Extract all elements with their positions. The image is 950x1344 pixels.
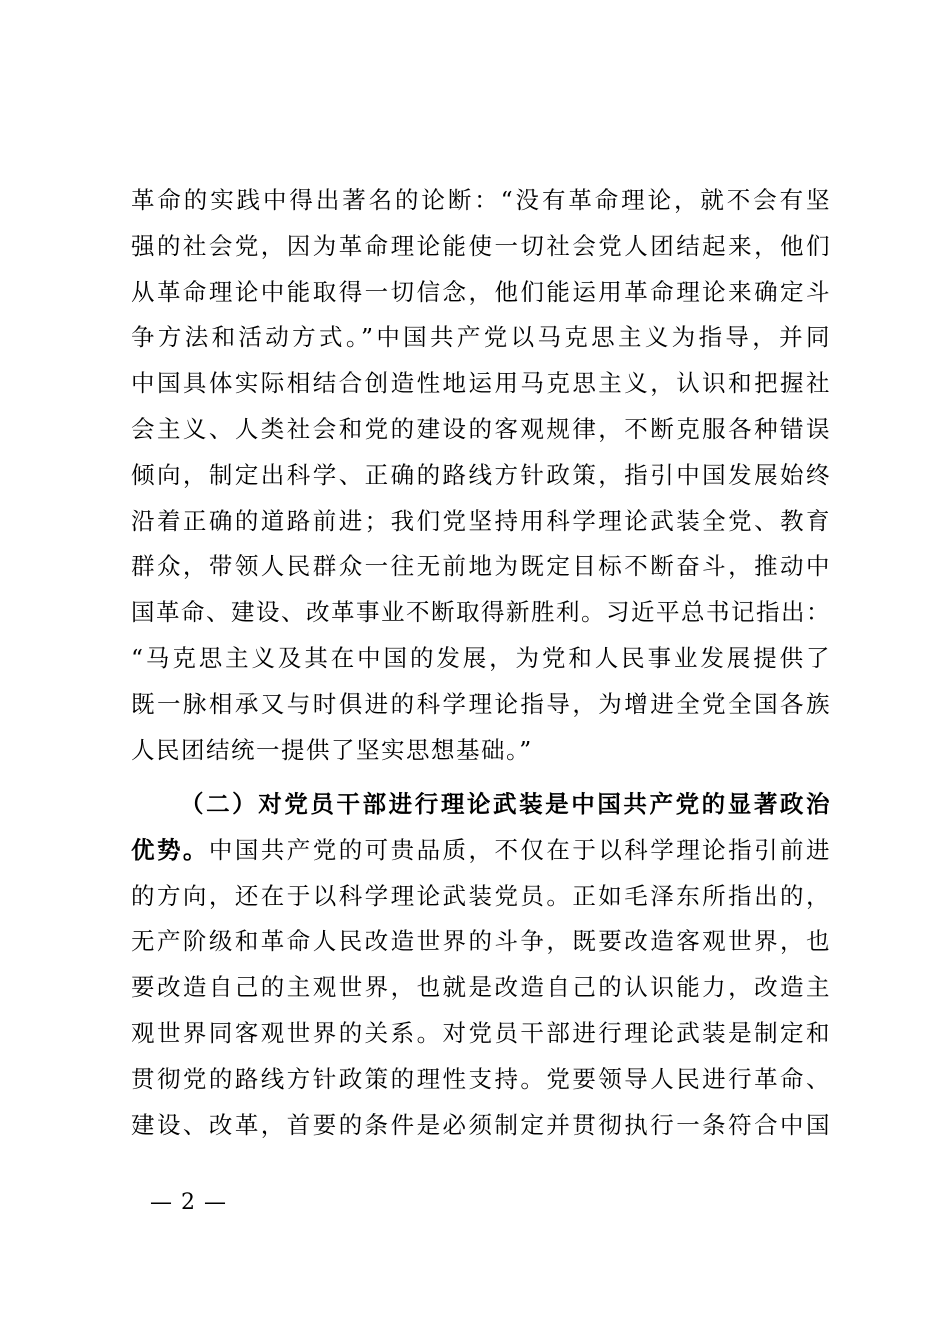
text-line: 人民团结统一提供了坚实思想基础。” bbox=[131, 735, 533, 764]
paragraph-2 bbox=[131, 782, 831, 1148]
text-line: 沿着正确的道路前进；我们党坚持用科学理论武装全党、教育 bbox=[131, 506, 831, 535]
page-number: — 2 — bbox=[150, 1190, 227, 1215]
text-line: 从革命理论中能取得一切信念，他们能运用革命理论来确定斗 bbox=[131, 277, 831, 306]
text-line: 倾向，制定出科学、正确的路线方针政策，指引中国发展始终 bbox=[131, 460, 831, 489]
text-line: 要改造自己的主观世界，也就是改造自己的认识能力，改造主 bbox=[131, 973, 831, 1002]
text-line: 会主义、人类社会和党的建设的客观规律，不断克服各种错误 bbox=[131, 414, 831, 443]
text-line: “马克思主义及其在中国的发展，为党和人民事业发展提供了 bbox=[131, 643, 831, 672]
section-heading: （二）对党员干部进行理论武装是中国共产党的显著政治 bbox=[180, 790, 831, 818]
text-line: 贯彻党的路线方针政策的理性支持。党要领导人民进行革命、 bbox=[131, 1064, 831, 1093]
text-line: 的方向，还在于以科学理论武装党员。正如毛泽东所指出的， bbox=[131, 881, 831, 910]
text-line: 建设、改革，首要的条件是必须制定并贯彻执行一条符合中国 bbox=[131, 1110, 831, 1139]
text-line-rest: 中国共产党的可贵品质，不仅在于以科学理论指引前进 bbox=[208, 835, 832, 864]
text-line: 强的社会党，因为革命理论能使一切社会党人团结起来，他们 bbox=[131, 231, 831, 260]
text-line: 既一脉相承又与时俱进的科学理论指导，为增进全党全国各族 bbox=[131, 689, 831, 718]
text-line: 无产阶级和革命人民改造世界的斗争，既要改造客观世界，也 bbox=[131, 927, 831, 956]
section-heading-end: 优势。 bbox=[131, 835, 209, 864]
text-line: 群众，带领人民群众一往无前地为既定目标不断奋斗，推动中 bbox=[131, 552, 831, 581]
text-line: 革命的实践中得出著名的论断：“没有革命理论，就不会有坚 bbox=[131, 186, 831, 214]
text-line: 国革命、建设、改革事业不断取得新胜利。习近平总书记指出： bbox=[131, 598, 831, 627]
text-line: 观世界同客观世界的关系。对党员干部进行理论武装是制定和 bbox=[131, 1018, 831, 1047]
text-line: 中国具体实际相结合创造性地运用马克思主义，认识和把握社 bbox=[131, 369, 831, 398]
paragraph-1 bbox=[131, 178, 831, 773]
text-line bbox=[131, 828, 831, 874]
text-line: 争方法和活动方式。”中国共产党以马克思主义为指导，并同 bbox=[131, 323, 831, 352]
